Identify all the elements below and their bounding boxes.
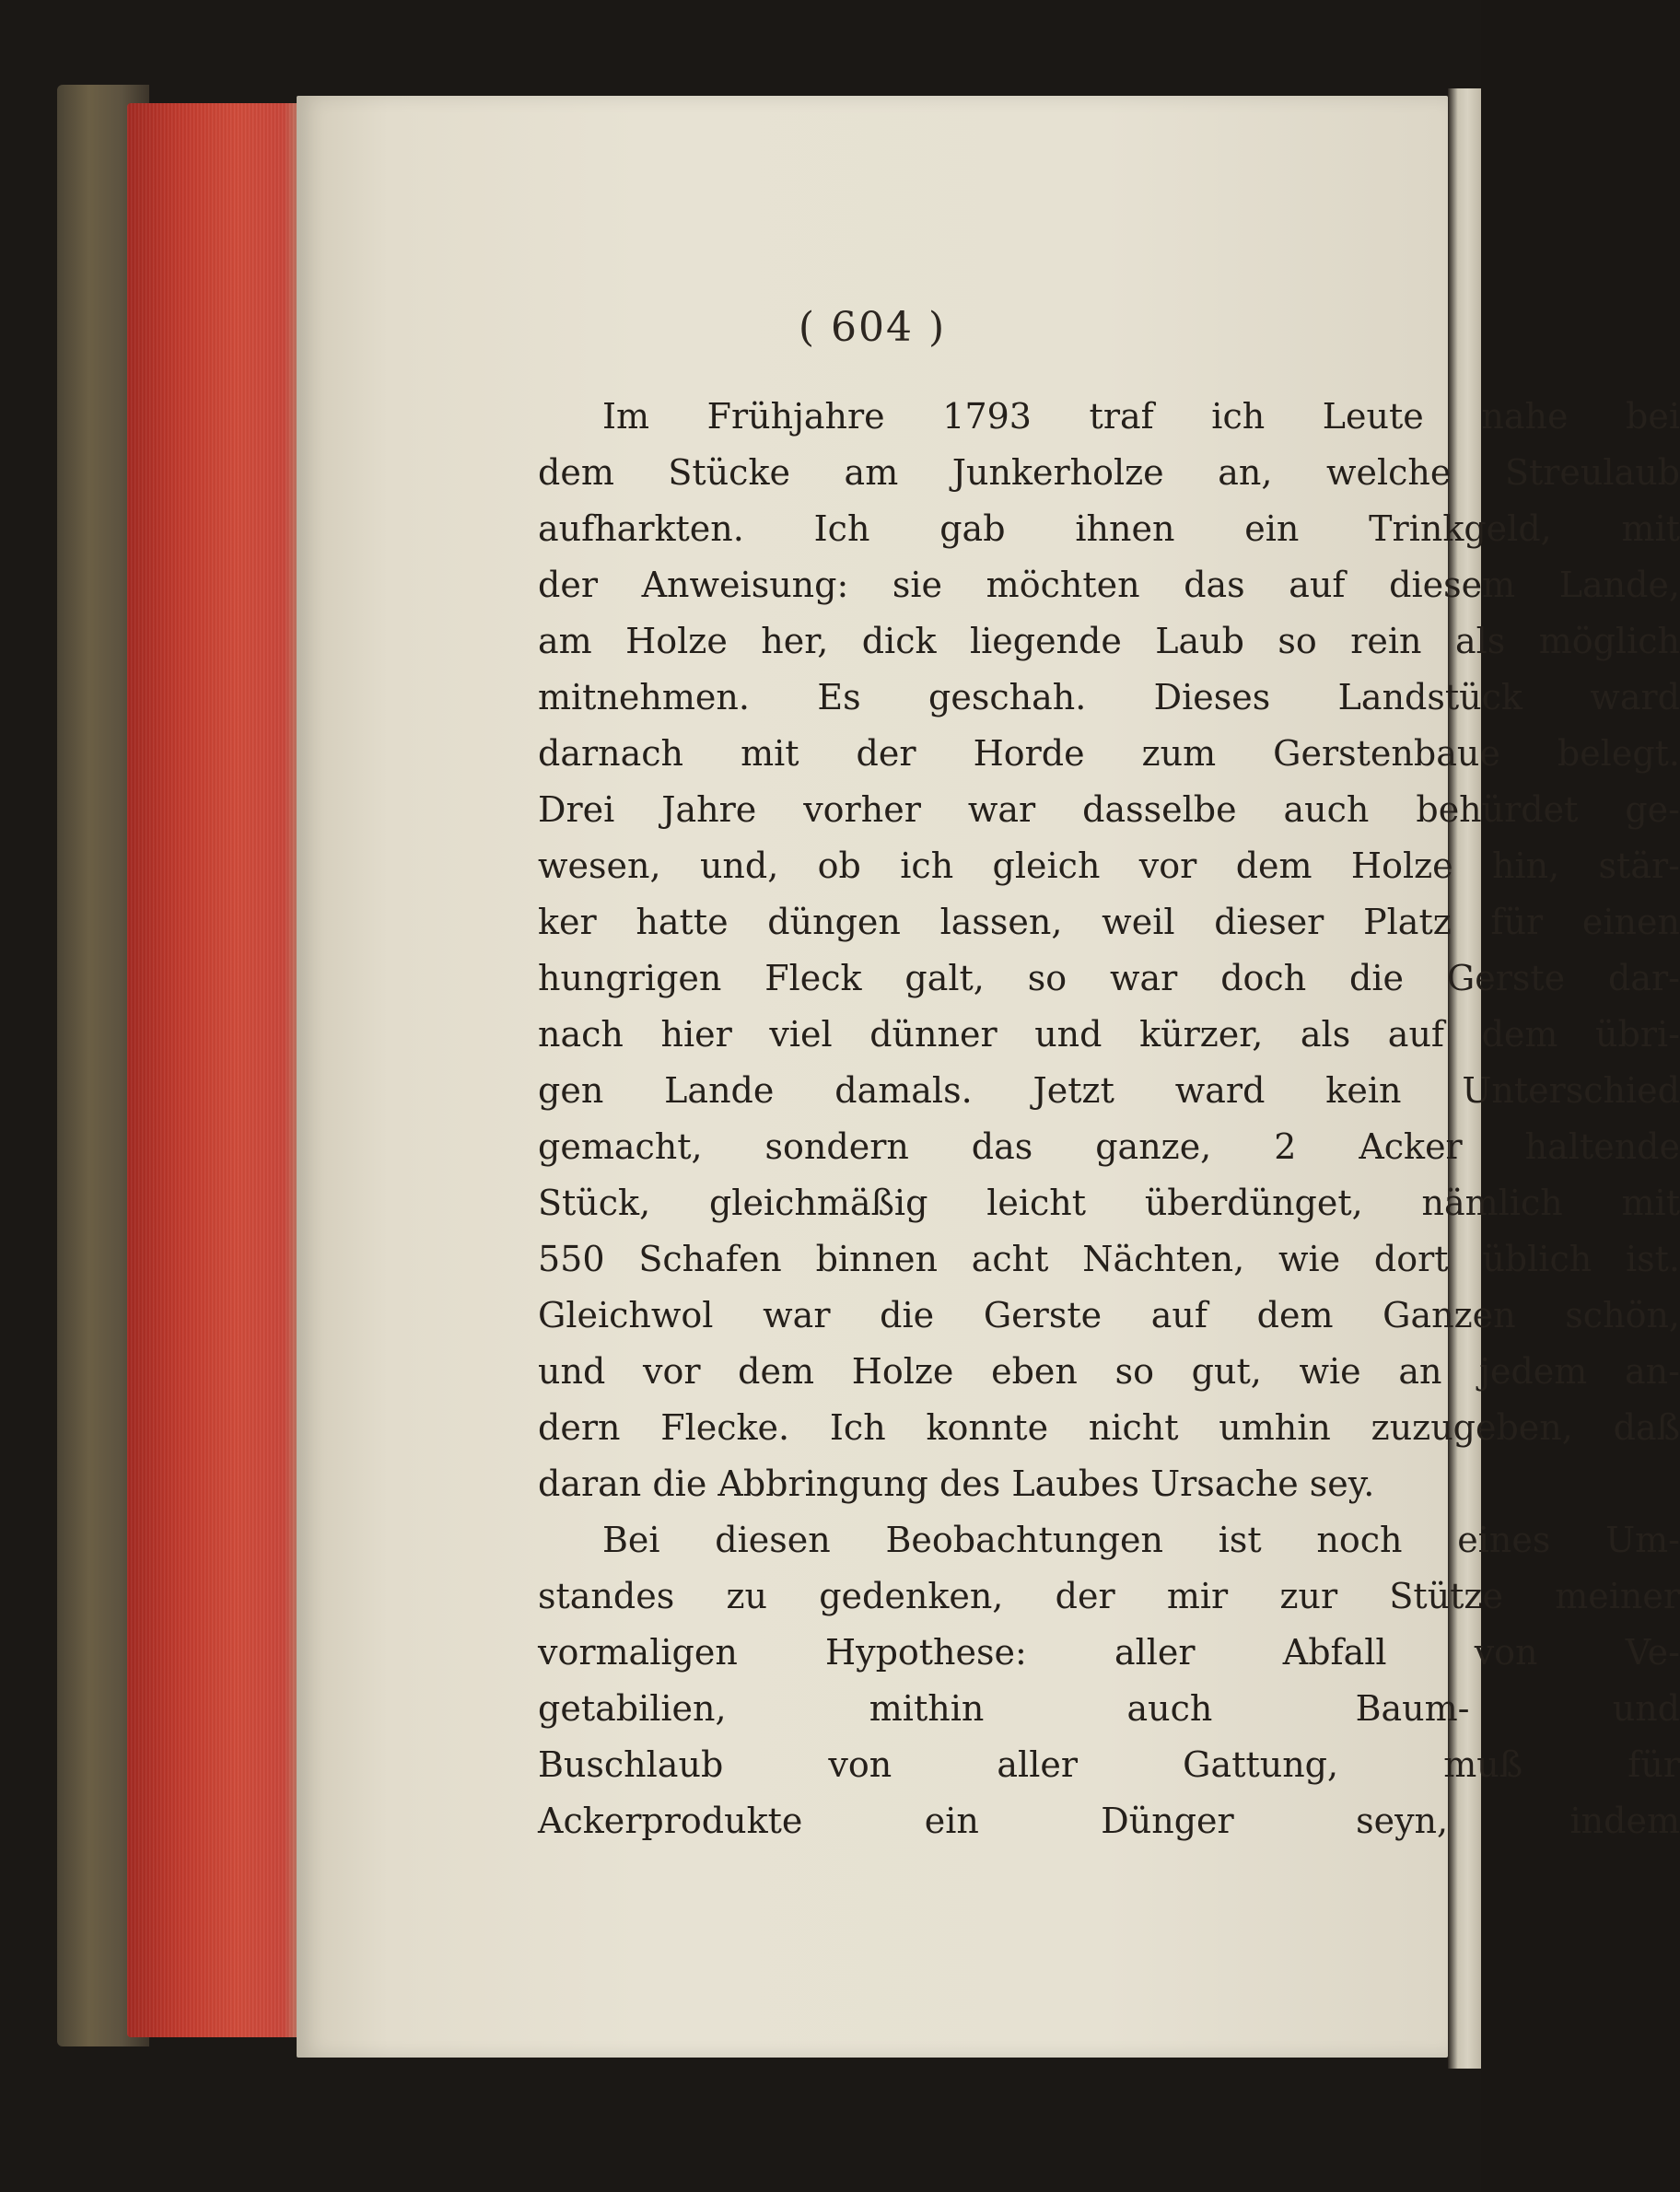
text-line: mitnehmen. Es geschah. Dieses Landstück ward: [538, 677, 1680, 717]
text-line: Drei Jahre vorher war dasselbe auch behürdet ge-: [538, 789, 1680, 830]
paragraph-1: [538, 389, 1680, 1512]
text-line: dern Flecke. Ich konnte nicht umhin zuzugeben, daß: [538, 1407, 1680, 1448]
text-line: standes zu gedenken, der mir zur Stütze meiner: [538, 1576, 1680, 1616]
page-edges: [127, 103, 311, 2037]
book-page: [297, 96, 1680, 2058]
text-line: hungrigen Fleck galt, so war doch die Gerste dar-: [538, 958, 1680, 998]
text-line: darnach mit der Horde zum Gerstenbaue belegt.: [538, 733, 1680, 774]
text-line: aufharkten. Ich gab ihnen ein Trinkgeld, mit: [538, 508, 1680, 549]
text-line: daran die Abbringung des Laubes Ursache sey.: [538, 1463, 1375, 1504]
text-line: Bei diesen Beobachtungen ist noch eines Um-: [602, 1520, 1680, 1560]
text-line: vormaligen Hypothese: aller Abfall von Ve-: [538, 1632, 1680, 1673]
text-line: und vor dem Holze eben so gut, wie an jedem an-: [538, 1351, 1680, 1392]
text-line: ker hatte düngen lassen, weil dieser Platz für einen: [538, 902, 1680, 942]
text-line: Buschlaub von aller Gattung, muß für: [538, 1744, 1680, 1785]
text-line: Stück, gleichmäßig leicht überdünget, nämlich mit: [538, 1183, 1680, 1223]
text-line: dem Stücke am Junkerholze an, welche Streulaub: [538, 452, 1680, 493]
text-line: Gleichwol war die Gerste auf dem Ganzen schön,: [538, 1295, 1680, 1335]
text-line: Ackerprodukte ein Dünger seyn, indem: [538, 1801, 1680, 1841]
text-line: wesen, und, ob ich gleich vor dem Holze hin, stär-: [538, 845, 1680, 886]
text-line: getabilien, mithin auch Baum- und: [538, 1688, 1680, 1729]
paragraph-2: [538, 1512, 1680, 1849]
page-number: ( 604 ): [798, 304, 947, 351]
text-line: der Anweisung: sie möchten das auf diesem Lande,: [538, 565, 1680, 605]
text-line: am Holze her, dick liegende Laub so rein als möglich: [538, 621, 1680, 661]
text-line: gemacht, sondern das ganze, 2 Acker haltende: [538, 1126, 1680, 1167]
text-line: 550 Schafen binnen acht Nächten, wie dort üblich ist.: [538, 1239, 1680, 1279]
text-line: nach hier viel dünner und kürzer, als auf dem übri-: [538, 1014, 1680, 1055]
page-text: [538, 389, 1680, 1849]
text-line: Im Frühjahre 1793 traf ich Leute nahe bei: [602, 396, 1680, 437]
text-line: gen Lande damals. Jetzt ward kein Unterschied: [538, 1070, 1680, 1111]
